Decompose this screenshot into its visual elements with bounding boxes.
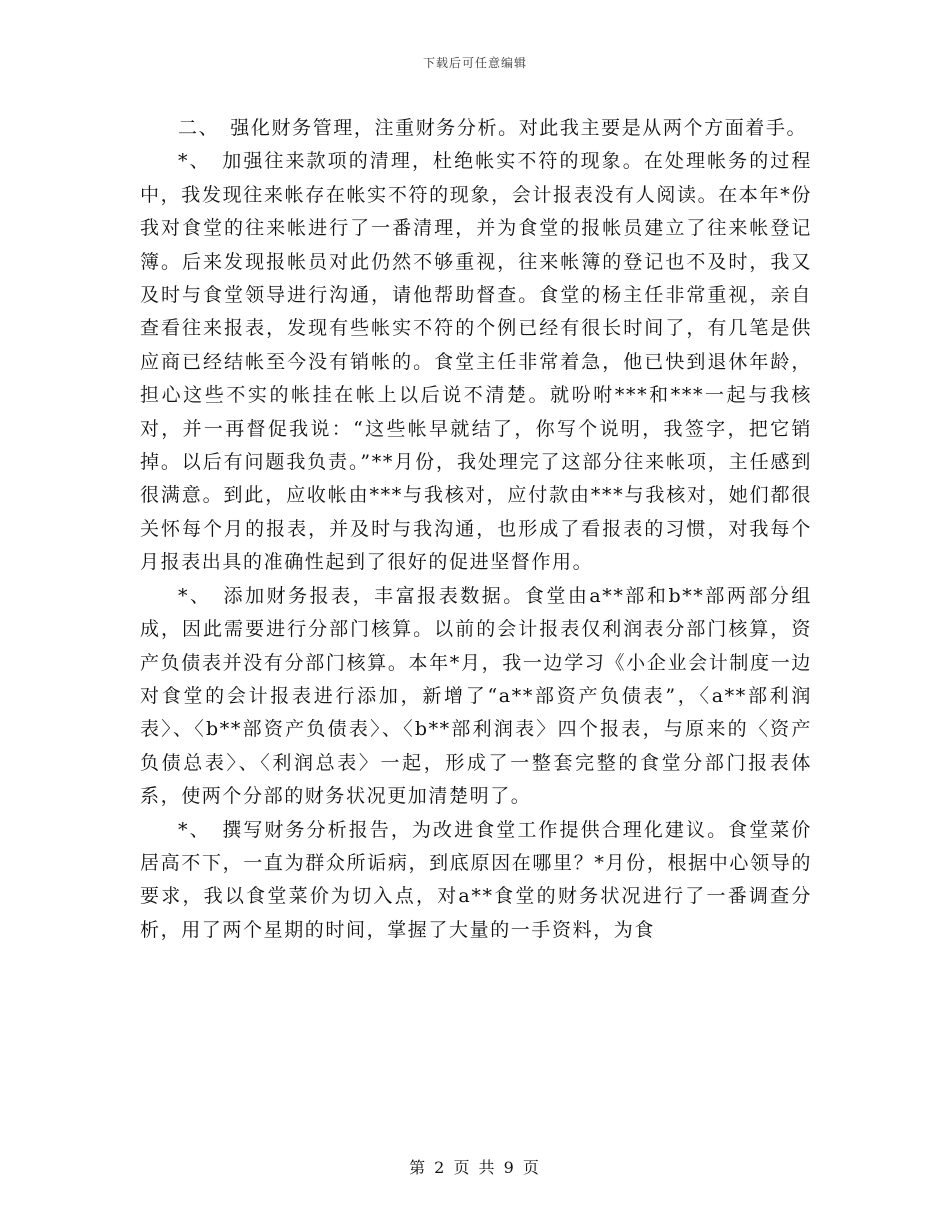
page-number-footer: 第 2 页 共 9 页 [409,1158,541,1177]
paragraph-2: *、 加强往来款项的清理，杜绝帐实不符的现象。在处理帐务的过程中，我发现往来帐存在帐实不符的现象，会计报表没有人阅读。在本年*份我对食堂的往来帐进行了一番清理，并为食堂的报帐员建立了往来帐登记簿。后来发现报帐员对此仍然不够重视，往来帐簿的登记也不及时，我又及时与食堂领导进行沟通，请他帮助督查。食堂的杨主任非常重视，亲自查看往来报表，发现有些帐实不符的个例已经有很长时间了，有几笔是供应商已经结帐至今没有销帐的。食堂主任非常着急，他已快到退休年龄，担心这些不实的帐挂在帐上以后说不清楚。就吩咐***和***一起与我核对，并一再督促我说：“这些帐早就结了，你写个说明，我签字，把它销掉。以后有问题我负责。”**月份，我处理完了这部分往来帐项，主任感到很满意。到此，应收帐由***与我核对，应付款由***与我核对，她们都很关怀每个月的报表，并及时与我沟通，也形成了看报表的习惯，对我每个月报表出具的准确性起到了很好的促进坚督作用。 [140,150,812,574]
paragraph-3: *、 添加财务报表，丰富报表数据。食堂由a**部和b**部两部分组成，因此需要进行分部门核算。以前的会计报表仅利润表分部门核算，资产负债表并没有分部门核算。本年*月，我一边学习《小企业会计制度一边对食堂的会计报表进行添加，新增了“a**部资产负债表”，〈a**部利润表〉、〈b**部资产负债表〉、〈b**部利润表〉四个报表，与原来的〈资产负债总表〉、〈利润总表〉一起，形成了一整套完整的食堂分部门报表体系，使两个分部的财务状况更加清楚明了。 [140,584,812,808]
page-header: 下载后可任意编辑 [422,56,527,70]
paragraph-1: 二、 强化财务管理，注重财务分析。对此我主要是从两个方面着手。 [178,117,808,139]
paragraph-4: *、 撰写财务分析报告，为改进食堂工作提供合理化建议。食堂菜价居高不下，一直为群众所诟病，到底原因在哪里？*月份，根据中心领导的要求，我以食堂菜价为切入点，对a**食堂的财务状况进行了一番调查分析，用了两个星期的时间，掌握了大量的一手资料，为食 [140,818,812,941]
document-body [140,112,812,947]
